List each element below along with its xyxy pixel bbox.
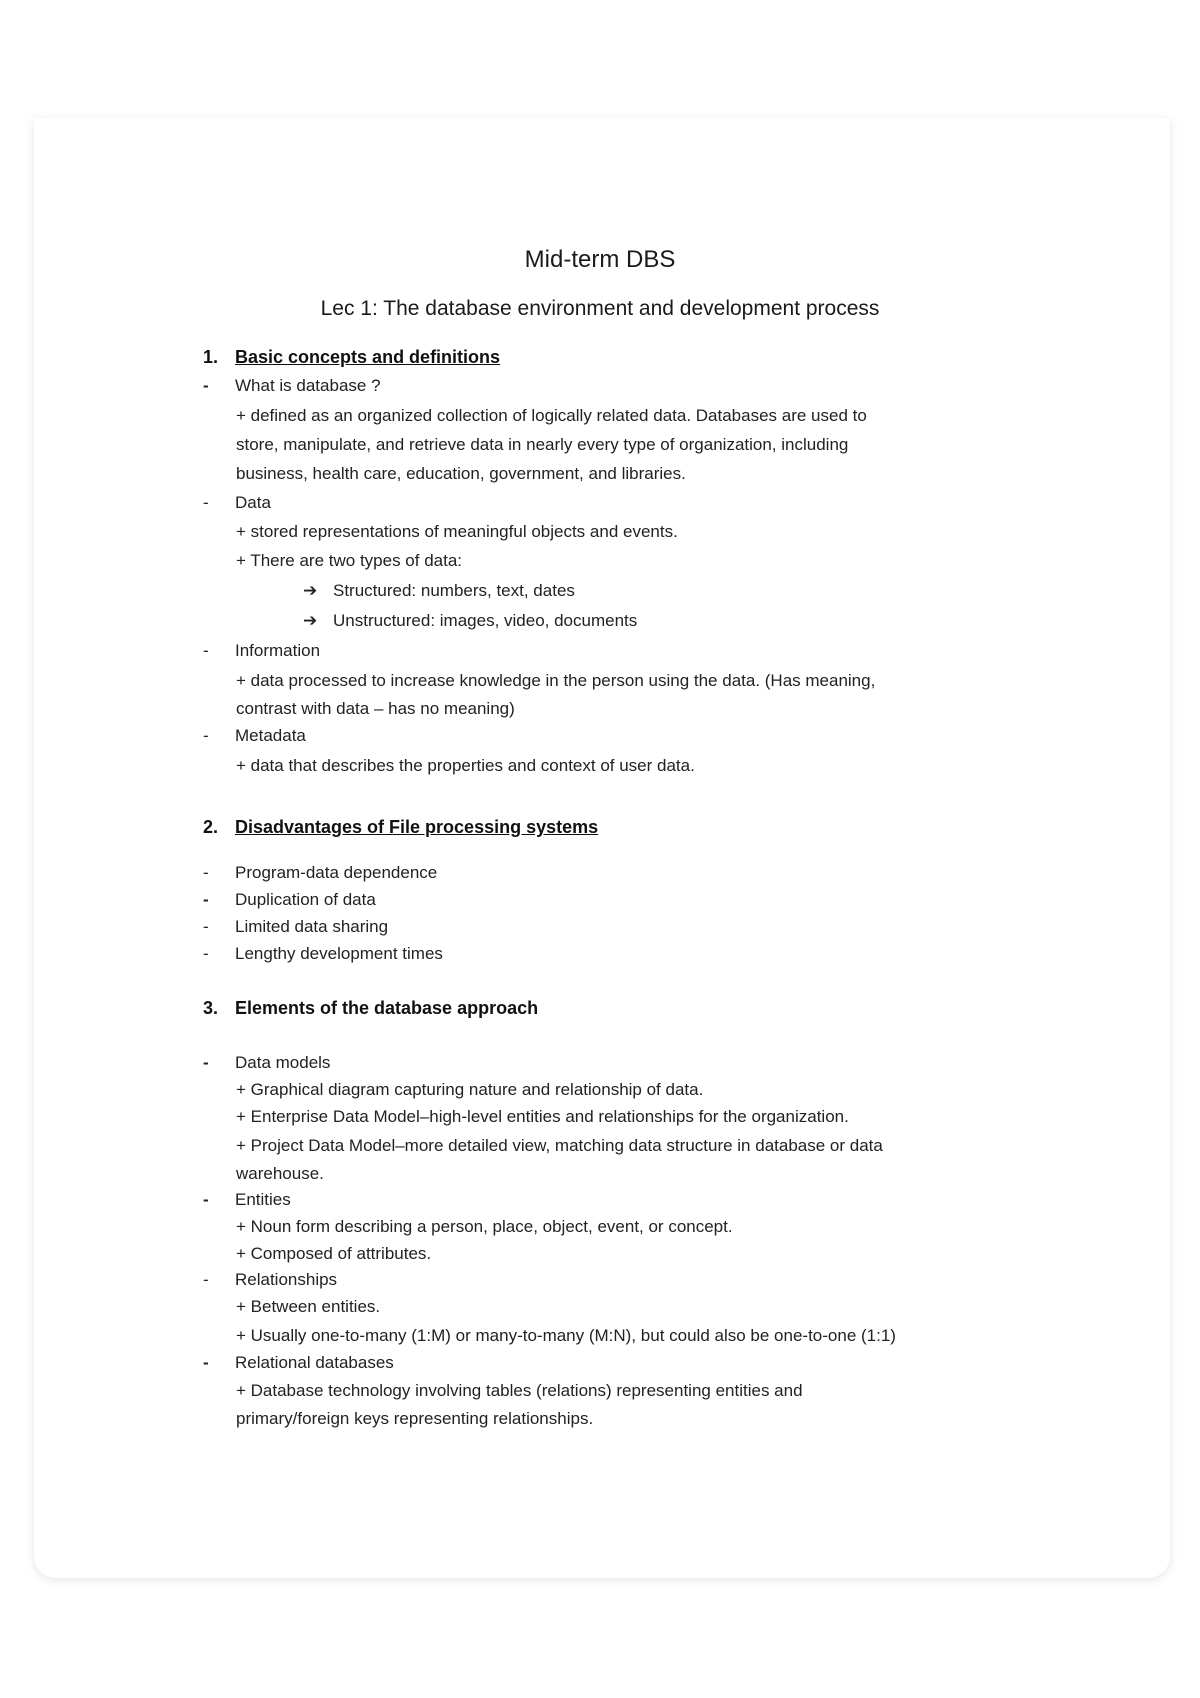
sub-point-text: Structured: numbers, text, dates [333,581,575,600]
detail-line: business, health care, education, government, and libraries. [236,464,686,483]
bullet-dash: - [203,641,209,660]
section-number: 1. [203,347,219,367]
item-label: Metadata [235,726,306,745]
item-label: Entities [235,1190,291,1209]
detail-line: + There are two types of data: [236,551,463,570]
item-label: Information [235,641,321,660]
section-title: Basic concepts and definitions [235,347,501,367]
item-label: Relationships [235,1270,338,1289]
detail-line: + Project Data Model–more detailed view, matching data structure in database or data [236,1136,883,1155]
document-subtitle: Lec 1: The database environment and development process [320,297,880,320]
detail-line: + Between entities. [236,1297,381,1316]
bullet-dash: - [203,944,209,963]
section-number: 3. [203,998,219,1018]
bullet-dash: - [203,863,209,882]
detail-line: + Composed of attributes. [236,1244,432,1263]
item-label: Relational databases [235,1353,394,1372]
item-label: What is database ? [235,376,381,395]
item-label: Program-data dependence [235,863,438,882]
detail-line: + Database technology involving tables (relations) representing entities and [236,1381,803,1400]
bullet-dash: - [203,1053,209,1072]
item-label: Lengthy development times [235,944,443,963]
arrow-right-icon: ➔ [303,581,318,600]
section-number: 2. [203,817,219,837]
sub-point [303,611,637,631]
bullet-dash: - [203,1190,209,1209]
sub-point [303,581,575,601]
detail-line: + data that describes the properties and context of user data. [236,756,695,775]
item-label: Data models [235,1053,331,1072]
bullet-dash: - [203,376,209,395]
arrow-right-icon: ➔ [303,611,318,630]
detail-line: + defined as an organized collection of logically related data. Databases are used to [236,406,867,425]
detail-line: + Usually one-to-many (1:M) or many-to-many (M:N), but could also be one-to-one (1:1) [236,1326,896,1345]
bullet-dash: - [203,493,209,512]
detail-line: + stored representations of meaningful objects and events. [236,522,678,541]
detail-line: + Graphical diagram capturing nature and relationship of data. [236,1080,704,1099]
item-label: Limited data sharing [235,917,389,936]
bullet-dash: - [203,917,209,936]
sub-point-text: Unstructured: images, video, documents [333,611,638,630]
section-heading-2 [203,817,598,838]
document-title: Mid-term DBS [524,246,676,273]
bullet-dash: - [203,1270,209,1289]
detail-line: contrast with data – has no meaning) [236,699,515,718]
bullet-dash: - [203,890,209,909]
section-heading-1 [203,347,500,368]
detail-line: + Noun form describing a person, place, object, event, or concept. [236,1217,733,1236]
section-title: Disadvantages of File processing systems [235,817,599,837]
detail-line: warehouse. [236,1164,324,1183]
bullet-dash: - [203,1353,209,1372]
bullet-dash: - [203,726,209,745]
detail-line: + data processed to increase knowledge in the person using the data. (Has meaning, [236,671,876,690]
item-label: Data [235,493,271,512]
detail-line: store, manipulate, and retrieve data in nearly every type of organization, including [236,435,849,454]
item-label: Duplication of data [235,890,376,909]
section-title: Elements of the database approach [235,998,539,1018]
detail-line: primary/foreign keys representing relationships. [236,1409,594,1428]
detail-line: + Enterprise Data Model–high-level entities and relationships for the organization. [236,1107,849,1126]
section-heading-3 [203,998,538,1019]
